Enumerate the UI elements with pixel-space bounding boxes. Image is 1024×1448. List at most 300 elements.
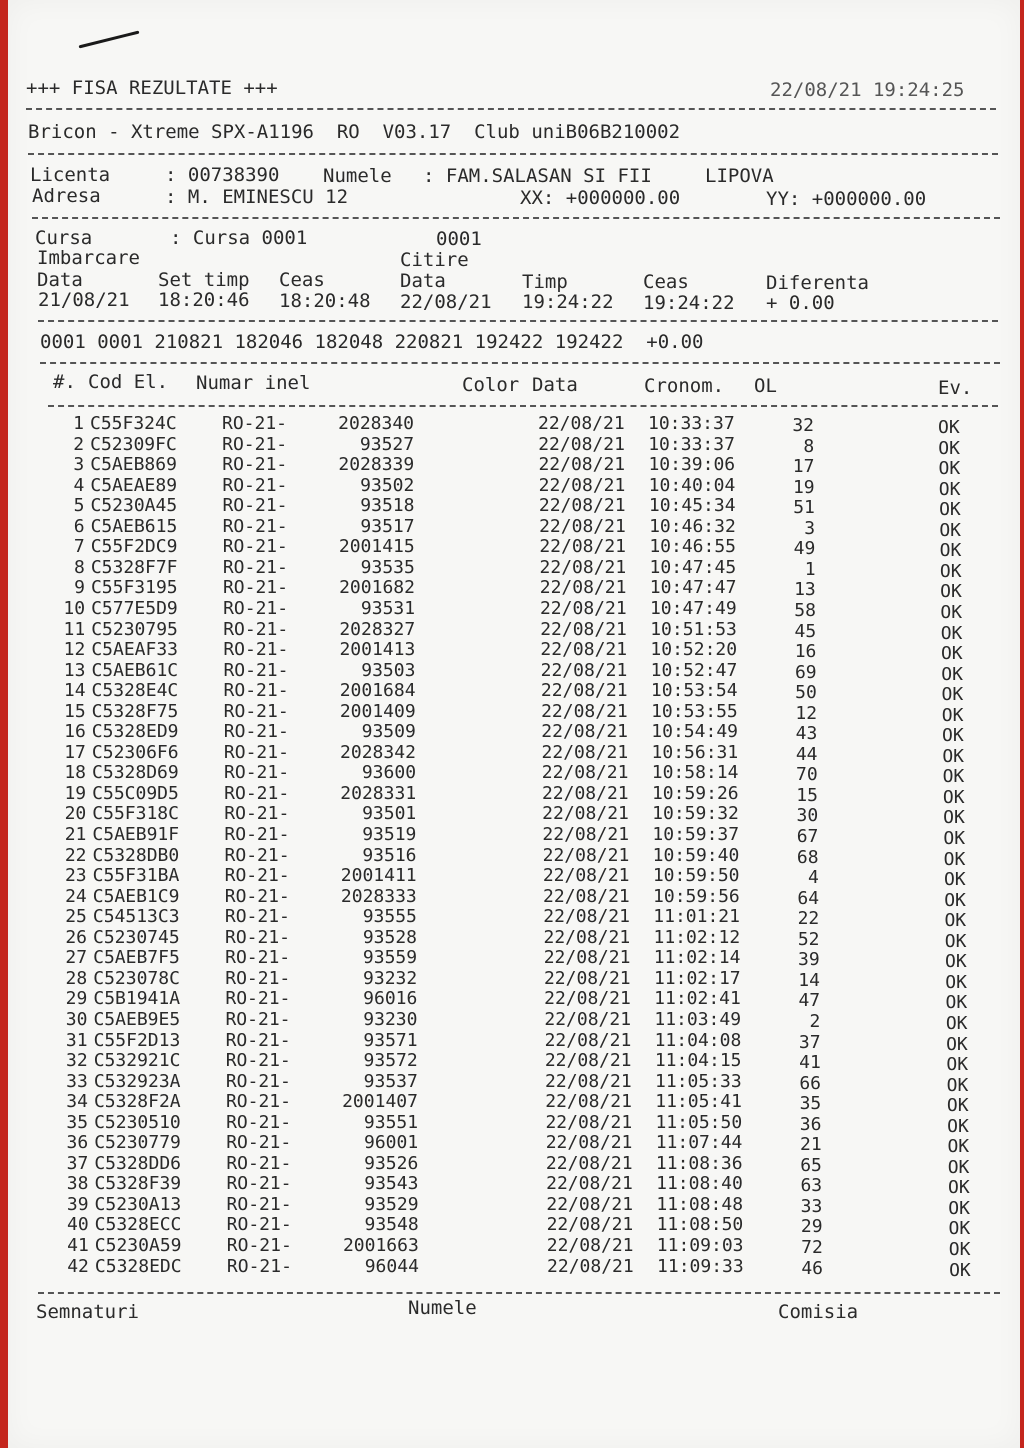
row-cod-el: C5230A59 <box>94 1235 182 1256</box>
row-nr: 42 <box>67 1255 89 1277</box>
row-prefix: RO-21- <box>223 741 289 763</box>
row-prefix: RO-21- <box>222 556 288 578</box>
printed-receipt <box>8 0 1020 1448</box>
row-nr: 21 <box>64 824 87 845</box>
row-inel: 2028342 <box>340 741 416 763</box>
row-nr: 38 <box>66 1173 89 1195</box>
row-inel: 2001413 <box>339 639 416 661</box>
row-data: 22/08/21 <box>538 454 626 476</box>
row-data: 22/08/21 <box>540 639 628 661</box>
row-inel: 93531 <box>360 597 416 619</box>
print-datetime: 22/08/21 19:24:25 <box>770 79 965 101</box>
row-ol: 47 <box>798 990 821 1012</box>
table-row <box>8 597 1020 623</box>
row-cod-el: C5328ED9 <box>91 721 179 743</box>
row-ol: 46 <box>801 1257 824 1279</box>
row-nr: 2 <box>73 433 85 455</box>
row-cod-el: C577E5D9 <box>91 597 178 619</box>
row-nr: 7 <box>73 536 85 558</box>
row-prefix: RO-21- <box>224 824 290 845</box>
row-inel: 93551 <box>363 1111 419 1133</box>
row-data: 22/08/21 <box>543 885 630 907</box>
row-inel: 93501 <box>362 803 417 825</box>
row-nr: 20 <box>64 803 87 825</box>
comisia-label: Comisia <box>778 1301 859 1323</box>
row-ol: 1 <box>804 558 816 580</box>
row-ev: OK <box>948 1218 971 1240</box>
row-prefix: RO-21- <box>226 1214 292 1236</box>
row-cronom: 10:52:20 <box>650 639 738 661</box>
row-cronom: 11:09:33 <box>657 1255 744 1277</box>
row-inel: 93230 <box>363 1008 418 1030</box>
row-ol: 4 <box>807 867 819 889</box>
row-cronom: 10:59:50 <box>652 865 740 887</box>
numele-value: : FAM.SALASAN SI FII <box>423 165 652 187</box>
row-prefix: RO-21- <box>226 1111 292 1133</box>
row-nr: 36 <box>66 1132 89 1154</box>
row-cronom: 10:54:49 <box>651 721 738 743</box>
row-prefix: RO-21- <box>223 700 289 722</box>
divider <box>32 217 1000 219</box>
divider <box>28 153 998 155</box>
row-prefix: RO-21- <box>225 1008 291 1030</box>
row-prefix: RO-21- <box>224 762 290 784</box>
row-ol: 8 <box>803 435 815 457</box>
row-inel: 93503 <box>361 659 416 681</box>
row-ev: OK <box>943 807 965 829</box>
row-inel: 93528 <box>362 926 417 948</box>
col-timp: Timp <box>522 271 568 293</box>
row-inel: 2001415 <box>338 536 415 558</box>
row-cod-el: C532921C <box>93 1050 181 1072</box>
row-cod-el: C5328F75 <box>91 700 179 722</box>
row-inel: 93537 <box>363 1070 418 1092</box>
row-cod-el: C5328DD6 <box>94 1152 182 1174</box>
col-ceas: Ceas <box>279 269 325 291</box>
yy-coordinate: YY: +000000.00 <box>766 188 927 210</box>
row-ev: OK <box>938 417 960 438</box>
table-row <box>8 721 1020 747</box>
row-nr: 19 <box>64 782 87 804</box>
row-ol: 52 <box>797 928 820 950</box>
table-row <box>8 474 1020 500</box>
table-row <box>8 680 1020 706</box>
row-data: 22/08/21 <box>546 1173 633 1195</box>
row-cronom: 11:02:14 <box>653 947 741 969</box>
row-cod-el: C5328DB0 <box>92 844 180 866</box>
row-ol: 64 <box>797 887 820 909</box>
row-nr: 27 <box>65 947 88 969</box>
row-nr: 26 <box>65 926 87 948</box>
row-cod-el: C52306F6 <box>91 741 179 763</box>
row-ol: 50 <box>795 682 817 704</box>
licenta-label: Licenta <box>30 164 111 186</box>
row-cronom: 11:03:49 <box>654 1008 742 1030</box>
th-color: Color <box>462 374 520 396</box>
row-prefix: RO-21- <box>226 1152 292 1174</box>
row-ol: 15 <box>796 784 818 806</box>
row-inel: 93527 <box>359 433 415 455</box>
th-cronom: Cronom. <box>644 375 725 397</box>
row-data: 22/08/21 <box>541 782 629 804</box>
row-cronom: 10:46:32 <box>649 515 736 537</box>
row-ev: OK <box>944 930 967 952</box>
row-inel: 93526 <box>364 1152 419 1174</box>
th-data: Data <box>532 374 578 396</box>
row-cod-el: C5328F39 <box>94 1173 182 1195</box>
row-ev: OK <box>941 684 964 706</box>
row-prefix: RO-21- <box>224 844 290 866</box>
row-inel: 93571 <box>363 1029 418 1051</box>
table-row <box>8 865 1020 891</box>
cursa-label: Cursa <box>35 227 93 249</box>
row-ol: 68 <box>796 846 819 868</box>
row-prefix: RO-21- <box>223 721 289 743</box>
col-ceas-citire: Ceas <box>643 271 689 293</box>
row-cronom: 11:08:36 <box>655 1152 743 1174</box>
row-cod-el: C5AEB1C9 <box>92 885 180 907</box>
row-cronom: 11:04:15 <box>654 1050 742 1072</box>
row-nr: 32 <box>66 1050 88 1072</box>
row-ev: OK <box>947 1115 969 1137</box>
row-nr: 14 <box>63 680 86 702</box>
adresa-label: Adresa <box>32 185 101 207</box>
row-inel: 2028327 <box>339 618 416 640</box>
row-ol: 22 <box>797 908 820 930</box>
row-cod-el: C5B1941A <box>93 988 181 1010</box>
th-ev: Ev. <box>938 377 973 399</box>
row-nr: 33 <box>66 1070 88 1092</box>
row-data: 22/08/21 <box>544 1008 632 1030</box>
row-cod-el: C523078C <box>93 967 180 989</box>
row-cod-el: C5AEAF33 <box>91 639 179 661</box>
licenta-value: : 00738390 <box>165 164 280 186</box>
row-data: 22/08/21 <box>544 1029 632 1051</box>
th-inel: Numar inel <box>196 372 311 394</box>
row-nr: 22 <box>64 844 87 866</box>
row-inel: 2001409 <box>339 700 416 722</box>
row-nr: 31 <box>65 1029 88 1051</box>
row-ev: OK <box>938 437 960 459</box>
row-data: 22/08/21 <box>541 721 628 743</box>
table-row <box>8 741 1020 767</box>
row-nr: 5 <box>73 495 85 517</box>
row-cronom: 10:59:40 <box>652 844 740 866</box>
row-data: 22/08/21 <box>538 495 626 517</box>
row-nr: 10 <box>63 597 86 619</box>
row-cronom: 11:05:33 <box>655 1070 742 1092</box>
row-data: 22/08/21 <box>545 1070 632 1092</box>
row-ev: OK <box>947 1177 970 1199</box>
row-cronom: 10:59:32 <box>652 803 739 825</box>
row-cronom: 11:07:44 <box>655 1132 743 1154</box>
row-cod-el: C5230510 <box>94 1111 181 1133</box>
row-prefix: RO-21- <box>223 680 289 702</box>
row-cronom: 11:05:41 <box>655 1091 742 1113</box>
table-row <box>8 1132 1020 1158</box>
row-data: 22/08/21 <box>542 865 630 887</box>
row-inel: 2028333 <box>340 885 417 907</box>
row-data: 22/08/21 <box>546 1193 634 1215</box>
row-inel: 93535 <box>360 556 415 578</box>
row-cod-el: C55F3195 <box>90 577 178 599</box>
val-ceas-citire: 19:24:22 <box>643 292 735 314</box>
row-prefix: RO-21- <box>224 782 290 804</box>
table-row <box>8 782 1020 808</box>
row-nr: 34 <box>66 1091 88 1113</box>
row-nr: 25 <box>65 906 87 928</box>
row-nr: 13 <box>63 659 86 681</box>
val-diferenta: + 0.00 <box>766 292 835 314</box>
th-ol: OL <box>754 375 777 397</box>
divider <box>38 1292 1000 1294</box>
table-row <box>8 577 1020 603</box>
row-nr: 23 <box>64 865 87 887</box>
row-cod-el: C5AEB7F5 <box>93 947 180 969</box>
row-data: 22/08/21 <box>539 556 627 578</box>
row-cod-el: C55F324C <box>90 413 177 434</box>
row-prefix: RO-21- <box>222 536 288 558</box>
row-cod-el: C5230A45 <box>90 495 178 517</box>
row-ol: 49 <box>793 538 816 560</box>
row-prefix: RO-21- <box>222 413 288 434</box>
row-ol: 36 <box>799 1113 822 1135</box>
row-nr: 1 <box>73 413 84 434</box>
row-ev: OK <box>942 745 964 767</box>
row-prefix: RO-21- <box>223 618 289 640</box>
table-row <box>8 1070 1020 1096</box>
row-ol: 43 <box>795 723 818 745</box>
table-row <box>8 1091 1020 1117</box>
row-inel: 96001 <box>364 1132 419 1154</box>
row-prefix: RO-21- <box>225 926 291 948</box>
row-inel: 2028331 <box>340 782 417 804</box>
table-row <box>8 762 1020 788</box>
val-data: 21/08/21 <box>38 289 130 311</box>
row-cronom: 10:47:47 <box>649 577 737 599</box>
row-cronom: 11:02:17 <box>653 967 741 989</box>
cursa-code: 0001 <box>436 228 482 250</box>
row-data: 22/08/21 <box>543 947 631 969</box>
row-cod-el: C52309FC <box>90 433 177 455</box>
row-prefix: RO-21- <box>225 988 291 1010</box>
row-cronom: 11:02:12 <box>653 926 741 948</box>
row-ev: OK <box>942 766 965 788</box>
row-inel: 93232 <box>363 967 418 989</box>
table-row <box>8 1255 1020 1281</box>
row-data: 22/08/21 <box>541 741 629 763</box>
table-row <box>8 1173 1020 1199</box>
row-ol: 37 <box>798 1031 821 1053</box>
row-inel: 93559 <box>362 947 418 969</box>
row-nr: 40 <box>66 1214 89 1236</box>
row-ol: 16 <box>794 641 817 663</box>
col-data: Data <box>37 269 83 291</box>
row-ev: OK <box>939 519 962 541</box>
table-row <box>8 515 1020 541</box>
row-nr: 6 <box>73 515 85 537</box>
row-nr: 18 <box>64 762 87 784</box>
row-cronom: 11:08:40 <box>656 1173 743 1195</box>
col-set-timp: Set timp <box>158 269 250 291</box>
row-prefix: RO-21- <box>222 495 288 517</box>
row-ol: 67 <box>796 826 819 847</box>
row-prefix: RO-21- <box>222 454 288 476</box>
row-prefix: RO-21- <box>222 474 288 496</box>
row-ev: OK <box>940 581 962 603</box>
row-data: 22/08/21 <box>547 1255 634 1277</box>
divider <box>48 405 998 407</box>
semnaturi-label: Semnaturi <box>36 1301 139 1323</box>
row-cronom: 10:53:55 <box>651 700 738 722</box>
row-cronom: 10:52:47 <box>650 659 738 681</box>
row-cod-el: C5AEB91F <box>92 824 180 845</box>
row-cod-el: C54513C3 <box>92 906 180 928</box>
row-ev: OK <box>940 601 963 623</box>
row-data: 22/08/21 <box>544 1050 632 1072</box>
row-nr: 15 <box>63 700 86 722</box>
table-row <box>8 1029 1020 1055</box>
row-prefix: RO-21- <box>224 865 290 887</box>
row-cod-el: C5230A13 <box>94 1193 182 1215</box>
table-row <box>8 1235 1020 1260</box>
table-row <box>8 1193 1020 1219</box>
table-row <box>8 1152 1020 1178</box>
row-nr: 41 <box>67 1235 89 1256</box>
pen-mark <box>79 31 140 49</box>
row-cronom: 10:33:37 <box>648 413 735 434</box>
row-data: 22/08/21 <box>543 926 631 948</box>
row-inel: 2001663 <box>342 1235 419 1256</box>
row-ol: 33 <box>800 1195 823 1217</box>
row-prefix: RO-21- <box>226 1173 292 1195</box>
row-cod-el: C5AEB61C <box>91 659 179 681</box>
row-ev: OK <box>943 848 966 870</box>
table-row <box>8 413 1020 438</box>
row-cronom: 10:51:53 <box>650 618 737 640</box>
row-ev: OK <box>941 704 964 726</box>
row-cronom: 10:53:54 <box>650 680 738 702</box>
row-cronom: 11:01:21 <box>653 906 740 928</box>
row-inel: 93516 <box>362 844 417 866</box>
table-row <box>8 454 1020 480</box>
row-ev: OK <box>944 910 967 932</box>
row-ev: OK <box>938 458 961 480</box>
row-prefix: RO-21- <box>224 803 290 825</box>
row-data: 22/08/21 <box>541 700 628 722</box>
row-nr: 39 <box>66 1193 89 1215</box>
row-ev: OK <box>945 992 968 1014</box>
row-data: 22/08/21 <box>539 515 626 537</box>
row-ev: OK <box>946 1033 968 1055</box>
row-prefix: RO-21- <box>225 967 291 989</box>
row-prefix: RO-21- <box>223 597 289 619</box>
th-cod: Cod El. <box>88 371 169 393</box>
table-row <box>8 433 1020 459</box>
row-ol: 39 <box>798 949 820 971</box>
row-cronom: 11:09:03 <box>656 1235 744 1256</box>
row-prefix: RO-21- <box>226 1132 292 1154</box>
row-inel: 2028339 <box>338 454 415 476</box>
row-ev: OK <box>939 540 962 562</box>
row-ev: OK <box>938 478 961 500</box>
row-ol: 32 <box>792 415 814 436</box>
row-inel: 93529 <box>364 1193 419 1215</box>
row-ev: OK <box>939 560 962 582</box>
row-ev: OK <box>946 1054 969 1076</box>
row-ev: OK <box>943 869 966 891</box>
row-data: 22/08/21 <box>545 1111 633 1133</box>
row-ol: 70 <box>796 764 818 786</box>
row-cronom: 10:59:26 <box>651 782 739 804</box>
row-ol: 29 <box>800 1216 823 1238</box>
row-inel: 93600 <box>361 762 417 784</box>
table-row <box>8 556 1020 582</box>
row-cod-el: C5328EDC <box>94 1255 182 1277</box>
row-ol: 35 <box>799 1093 822 1115</box>
row-ev: OK <box>949 1259 971 1281</box>
adresa-value: : M. EMINESCU 12 <box>165 186 349 208</box>
row-ol: 66 <box>799 1072 822 1094</box>
row-prefix: RO-21- <box>225 947 291 969</box>
row-cronom: 10:33:37 <box>648 433 735 455</box>
table-row <box>8 536 1020 562</box>
divider <box>38 320 998 322</box>
row-data: 22/08/21 <box>545 1132 633 1154</box>
row-ol: 72 <box>801 1237 823 1258</box>
row-data: 22/08/21 <box>542 803 629 825</box>
row-cronom: 10:59:56 <box>653 885 740 907</box>
table-row <box>8 988 1020 1014</box>
row-ev: OK <box>944 889 966 911</box>
row-prefix: RO-21- <box>223 659 289 681</box>
row-inel: 2028340 <box>338 413 414 434</box>
row-nr: 4 <box>73 474 85 496</box>
row-ol: 14 <box>798 969 820 991</box>
table-row <box>8 803 1020 829</box>
table-row <box>8 700 1020 726</box>
row-data: 22/08/21 <box>544 988 631 1010</box>
row-inel: 2001684 <box>339 680 416 702</box>
table-row <box>8 885 1020 911</box>
row-nr: 37 <box>66 1152 89 1174</box>
row-data: 22/08/21 <box>538 474 626 496</box>
row-prefix: RO-21- <box>225 1029 291 1051</box>
row-cronom: 11:08:48 <box>656 1193 744 1215</box>
row-data: 22/08/21 <box>543 967 631 989</box>
row-ol: 58 <box>794 599 816 621</box>
row-inel: 2001411 <box>340 865 417 887</box>
row-data: 22/08/21 <box>538 433 625 455</box>
table-row <box>8 1111 1020 1137</box>
row-nr: 3 <box>73 454 85 476</box>
row-cronom: 10:46:55 <box>649 536 737 558</box>
val-ceas: 18:20:48 <box>279 290 371 312</box>
cursa-value: : Cursa 0001 <box>170 227 308 249</box>
row-data: 22/08/21 <box>543 906 630 928</box>
row-prefix: RO-21- <box>224 885 290 907</box>
row-cronom: 10:59:37 <box>652 824 740 845</box>
device-line: Bricon - Xtreme SPX-A1196 RO V03.17 Club uniB06B210002 <box>28 121 681 143</box>
row-ol: 69 <box>794 661 817 683</box>
row-ev: OK <box>940 622 963 644</box>
row-ev: OK <box>942 725 964 747</box>
table-row <box>8 659 1020 685</box>
row-nr: 28 <box>65 967 88 989</box>
row-ev: OK <box>945 1012 968 1034</box>
row-data: 22/08/21 <box>539 536 627 558</box>
row-ev: OK <box>948 1239 971 1260</box>
